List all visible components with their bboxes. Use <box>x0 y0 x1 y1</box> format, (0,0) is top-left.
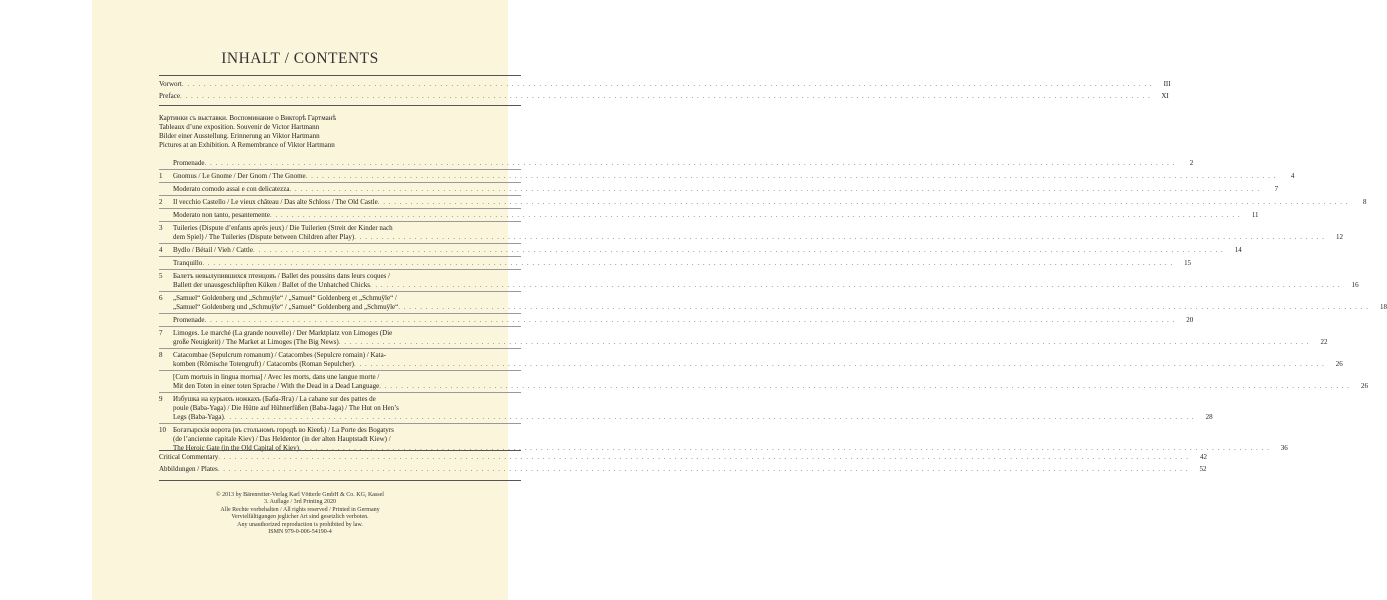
toc-entry[interactable] <box>159 198 1367 207</box>
entry-page: 26 <box>1360 382 1368 390</box>
entry-label: Preface <box>159 92 180 100</box>
entry-text: „Samuel“ Goldenberg und „Schmuÿle“ / „Samuel“ Goldenberg and „Schmuÿle“ <box>173 303 399 311</box>
entry-text: Limoges. Le marché (La grande nouvelle) / Der Marktplatz von Limoges (Die <box>173 329 393 337</box>
entry-separator <box>159 208 521 209</box>
toc-entry[interactable] <box>159 246 1242 255</box>
leader-dots <box>205 316 1176 325</box>
entry-text: große Neuigkeit) / The Market at Limoges (The Big News) <box>173 338 339 346</box>
toc-entry-preface[interactable] <box>159 92 1169 101</box>
entry-text: Gnomus / Le Gnome / Der Gnom / The Gnome <box>173 172 306 180</box>
rule-lower <box>159 450 521 451</box>
entry-number <box>159 259 173 268</box>
entry-number: 2 <box>159 198 163 206</box>
toc-entry[interactable] <box>159 426 1288 453</box>
entry-separator <box>159 423 521 424</box>
entry-text: Promenade <box>173 159 205 167</box>
toc-entry[interactable] <box>159 211 1259 220</box>
leader-dots <box>202 259 1173 268</box>
entry-number: 6 <box>159 294 163 302</box>
imprint <box>92 492 508 536</box>
toc-entry[interactable] <box>159 259 1192 268</box>
toc-entry[interactable] <box>159 395 1213 422</box>
entry-page: 18 <box>1379 303 1387 311</box>
entry-separator <box>159 182 521 183</box>
entry-text: Tuileries (Dispute d’enfants après jeux) / Die Tuilerien (Streit der Kinder nach <box>173 224 393 232</box>
entry-text: Богатырскія ворота (въ стольномъ городѣ во Кіевѣ) / La Porte des Bogatyrs <box>173 426 394 434</box>
leader-dots <box>224 413 1195 422</box>
entry-page: 22 <box>1320 338 1328 346</box>
entry-text: Il vecchio Castello / Le vieux château / Das alte Schloss / The Old Castle <box>173 198 378 206</box>
leader-dots <box>270 211 1241 220</box>
leader-dots <box>378 198 1349 207</box>
entry-label: Abbildungen / Plates <box>159 465 218 473</box>
entry-number <box>159 185 173 194</box>
toc-entry-plates[interactable] <box>159 465 1207 474</box>
entry-separator <box>159 269 521 270</box>
entry-label: Critical Commentary <box>159 453 219 461</box>
imprint-line: ISMN 979-0-006-54190-4 <box>268 529 332 536</box>
work-title-de: Bilder einer Ausstellung. Erinnerung an Viktor Hartmann <box>159 132 320 140</box>
entry-number: 7 <box>159 329 163 337</box>
entry-page: 28 <box>1205 413 1213 421</box>
work-title-fr: Tableaux d’une exposition. Souvenir de Victor Hartmann <box>159 123 320 131</box>
toc-entry[interactable] <box>159 316 1194 325</box>
entry-text: poule (Baba-Yaga) / Die Hütte auf Hühnerfüßen (Baba-Jaga) / The Hut on Hen’s <box>173 404 399 412</box>
entry-page: 20 <box>1186 316 1194 324</box>
leader-dots <box>306 172 1277 181</box>
entry-text: komben (Römische Totengruft) / Catacombs (Roman Sepulcher) <box>173 360 354 368</box>
entry-number: 4 <box>159 246 163 254</box>
entry-text: (de l’ancienne capitale Kiev) / Das Heldentor (in der alten Hauptstadt Kiew) / <box>173 435 391 443</box>
entry-number: 1 <box>159 172 163 180</box>
rule-top <box>159 75 521 76</box>
entry-page: XI <box>1161 92 1169 100</box>
entry-text: Moderato comodo assai e con delicatezza <box>173 185 290 193</box>
entry-page: 15 <box>1184 259 1192 267</box>
toc-entry[interactable] <box>159 373 1368 391</box>
entry-text: dem Spiel) / The Tuileries (Dispute between Children after Play) <box>173 233 355 241</box>
entry-number <box>159 316 173 325</box>
entry-text: Bydlo / Bétail / Vieh / Cattle <box>173 246 253 254</box>
toc-entry[interactable] <box>159 351 1343 369</box>
entry-label: Vorwort <box>159 80 182 88</box>
entry-separator <box>159 221 521 222</box>
imprint-line: Vervielfältigungen jeglicher Art sind gesetzlich verboten. <box>231 514 369 521</box>
entry-page: III <box>1163 80 1171 88</box>
toc-entry[interactable] <box>159 224 1344 242</box>
entry-text: Балетъ невылупившихся птенцовъ / Ballet des poussins dans leurs coques / <box>173 272 390 280</box>
rule-upper <box>159 105 521 106</box>
entry-number: 9 <box>159 395 163 403</box>
entry-text: [Cum mortuis in lingua mortua] / Avec les morts, dans une langue morte / <box>173 373 380 381</box>
leader-dots <box>180 92 1151 101</box>
leader-dots <box>379 382 1350 391</box>
imprint-line: © 2013 by Bärenreiter-Verlag Karl Vötterle GmbH & Co. KG, Kassel <box>216 492 384 498</box>
toc-entry[interactable] <box>159 172 1295 181</box>
rule-bottom <box>159 480 521 481</box>
entry-number: 8 <box>159 351 163 359</box>
entry-separator <box>159 243 521 244</box>
entry-text: Promenade <box>173 316 205 324</box>
toc-entry[interactable] <box>159 294 1387 312</box>
entry-page: 26 <box>1335 360 1343 368</box>
entry-number: 3 <box>159 224 163 232</box>
entry-separator <box>159 291 521 292</box>
toc-entry[interactable] <box>159 272 1359 290</box>
leader-dots <box>354 233 1325 242</box>
page-sheet <box>92 0 1387 600</box>
leader-dots <box>354 360 1325 369</box>
leader-dots <box>398 303 1369 312</box>
entry-page: 14 <box>1234 246 1242 254</box>
entry-number <box>159 373 173 391</box>
entry-page: 4 <box>1290 172 1295 180</box>
imprint-line: Any unauthorized reproduction is prohibited by law. <box>237 521 363 528</box>
entry-text: „Samuel“ Goldenberg und „Schmuÿle“ / „Samuel“ Goldenberg et „Schmuÿle“ / <box>173 294 397 302</box>
work-title-en: Pictures at an Exhibition. A Remembrance of Viktor Hartmann <box>159 141 335 149</box>
entry-page: 11 <box>1251 211 1259 219</box>
entry-text: Legs (Baba-Yaga) <box>173 413 224 421</box>
entry-number: 5 <box>159 272 163 280</box>
entry-text: The Heroic Gate (in the Old Capital of Kiev) <box>173 444 299 452</box>
work-title-ru: Картинки съ выставки. Воспоминание о Викторѣ Гартманѣ <box>159 114 337 122</box>
entry-separator <box>159 313 521 314</box>
toc-entry-vorwort[interactable] <box>159 80 1171 89</box>
toc-entry[interactable] <box>159 185 1279 194</box>
entry-page: 7 <box>1274 185 1279 193</box>
leader-dots <box>339 338 1310 347</box>
entry-separator <box>159 256 521 257</box>
entry-text: Moderato non tanto, pesantemente <box>173 211 270 219</box>
entry-separator <box>159 169 521 170</box>
page-title: INHALT / CONTENTS <box>221 50 379 67</box>
leader-dots <box>205 159 1176 168</box>
entry-separator <box>159 326 521 327</box>
entry-page: 52 <box>1199 465 1207 473</box>
leader-dots <box>182 80 1153 89</box>
entry-number <box>159 211 173 220</box>
leader-dots <box>218 465 1189 474</box>
imprint-line: 3. Auflage / 3rd Printing 2020 <box>264 499 336 506</box>
entry-separator <box>159 348 521 349</box>
entry-text: Mit den Toten in einer toten Sprache / With the Dead in a Dead Language <box>173 382 380 390</box>
entry-page: 2 <box>1189 159 1194 167</box>
leader-dots <box>370 281 1341 290</box>
leader-dots <box>253 246 1224 255</box>
entry-page: 42 <box>1200 453 1208 461</box>
entry-text: Catacombae (Sepulcrum romanum) / Catacombes (Sepulcre romain) / Kata- <box>173 351 387 359</box>
entry-separator <box>159 370 521 371</box>
entry-text: Tranquillo <box>173 259 203 267</box>
entry-text: Избушка на курьихъ ножкахъ (Баба-Яга) / La cabane sur des pattes de <box>173 395 376 403</box>
leader-dots <box>218 453 1189 462</box>
toc-entry[interactable] <box>159 159 1194 168</box>
entry-separator <box>159 392 521 393</box>
toc-entry-critical-commentary[interactable] <box>159 453 1208 462</box>
imprint-line: Alle Rechte vorbehalten / All rights reserved / Printed in Germany <box>220 506 380 513</box>
entry-number: 10 <box>159 426 166 434</box>
toc-entry[interactable] <box>159 329 1328 347</box>
leader-dots <box>299 444 1270 453</box>
entry-separator <box>159 195 521 196</box>
entry-number <box>159 159 173 168</box>
entry-text: Ballett der unausgeschlüpften Küken / Ballet of the Unhatched Chicks <box>173 281 370 289</box>
entry-page: 8 <box>1363 198 1367 206</box>
entry-page: 16 <box>1351 281 1359 289</box>
entry-page: 36 <box>1280 444 1288 452</box>
entry-page: 12 <box>1336 233 1344 241</box>
leader-dots <box>289 185 1260 194</box>
